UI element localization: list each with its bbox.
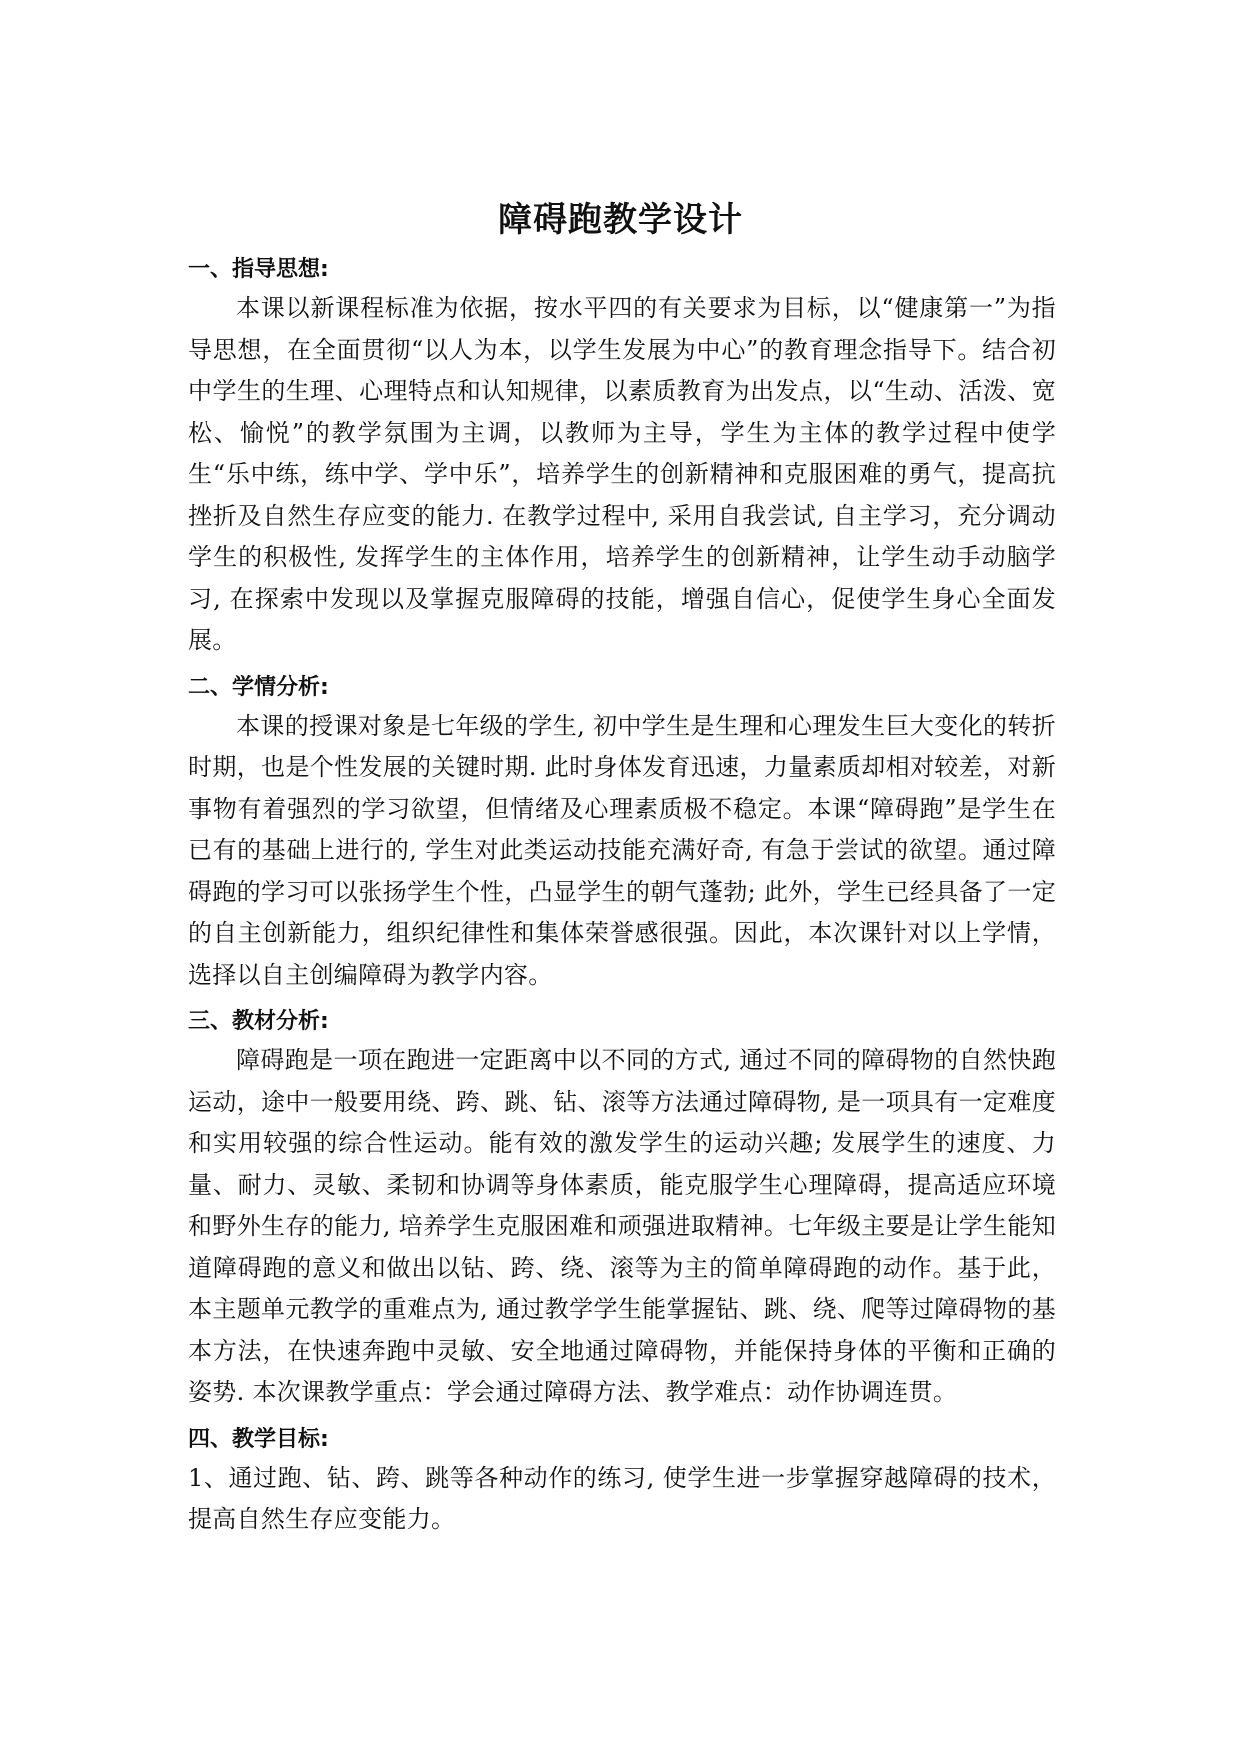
document-title: 障碍跑教学设计 [498, 200, 743, 240]
section-paragraph: 本课以新课程标准为依据，按水平四的有关要求为目标，以“健康第一”为指导思想，在全面贯彻“以人为本，以学生发展为中心”的教育理念指导下。结合初中学生的生理、心理特点和认知规律，以素质教育为出发点，以“生动、活泼、宽松、愉悦”的教学氛围为主调，以教师为主导，学生为主体的教学过程中使学生“乐中练，练中学、学中乐”，培养学生的创新精神和克服困难的勇气，提高抗挫折及自然生存应变的能力. 在教学过程中, 采用自我尝试, 自主学习，充分调动学生的积极性, 发挥学生的主体作用，培养学生的创新精神，让学生动手动脑学习, 在探索中发现以及掌握克服障碍的技能，增强自信心，促使学生身心全面发展。 [188, 294, 1056, 654]
section-paragraph: 本课的授课对象是七年级的学生, 初中学生是生理和心理发生巨大变化的转折时期，也是个性发展的关键时期. 此时身体发育迅速，力量素质却相对较差，对新事物有着强烈的学习欲望，但情绪及心理素质极不稳定。本课“障碍跑”是学生在已有的基础上进行的, 学生对此类运动技能充满好奇, 有急于尝试的欲望。通过障碍跑的学习可以张扬学生个性，凸显学生的朝气蓬勃; 此外，学生已经具备了一定的自主创新能力，组织纪律性和集体荣誉感很强。因此，本次课针对以上学情，选择以自主创编障碍为教学内容。 [188, 711, 1056, 989]
section-heading: 三、教材分析: [188, 1009, 329, 1034]
goal-item: 1、通过跑、钻、跨、跳等各种动作的练习, 使学生进一步掌握穿越障碍的技术，提高自然生存应变能力。 [188, 1463, 1056, 1533]
section-heading: 二、学情分析: [188, 674, 329, 700]
section-heading: 一、指导思想: [188, 257, 329, 282]
section-heading: 四、教学目标: [188, 1426, 329, 1452]
section-material-analysis [188, 1004, 1056, 1414]
section-student-analysis [188, 670, 1056, 997]
section-teaching-goals [188, 1422, 1056, 1541]
section-paragraph: 障碍跑是一项在跑进一定距离中以不同的方式, 通过不同的障碍物的自然快跑运动，途中一般要用绕、跨、跳、钻、滚等方法通过障碍物, 是一项具有一定难度和实用较强的综合性运动。能有效的激发学生的运动兴趣; 发展学生的速度、力量、耐力、灵敏、柔韧和协调等身体素质，能克服学生心理障碍，提高适应环境和野外生存的能力, 培养学生克服困难和顽强进取精神。七年级主要是让学生能知道障碍跑的意义和做出以钻、跨、绕、滚等为主的简单障碍跑的动作。基于此，本主题单元教学的重难点为, 通过教学学生能掌握钻、跳、绕、爬等过障碍物的基本方法，在快速奔跑中灵敏、安全地通过障碍物，并能保持身体的平衡和正确的姿势. 本次课教学重点：学会通过障碍方法、教学难点：动作协调连贯。 [188, 1046, 1056, 1406]
document-body [188, 252, 1056, 1549]
section-guiding-thought [188, 252, 1056, 662]
